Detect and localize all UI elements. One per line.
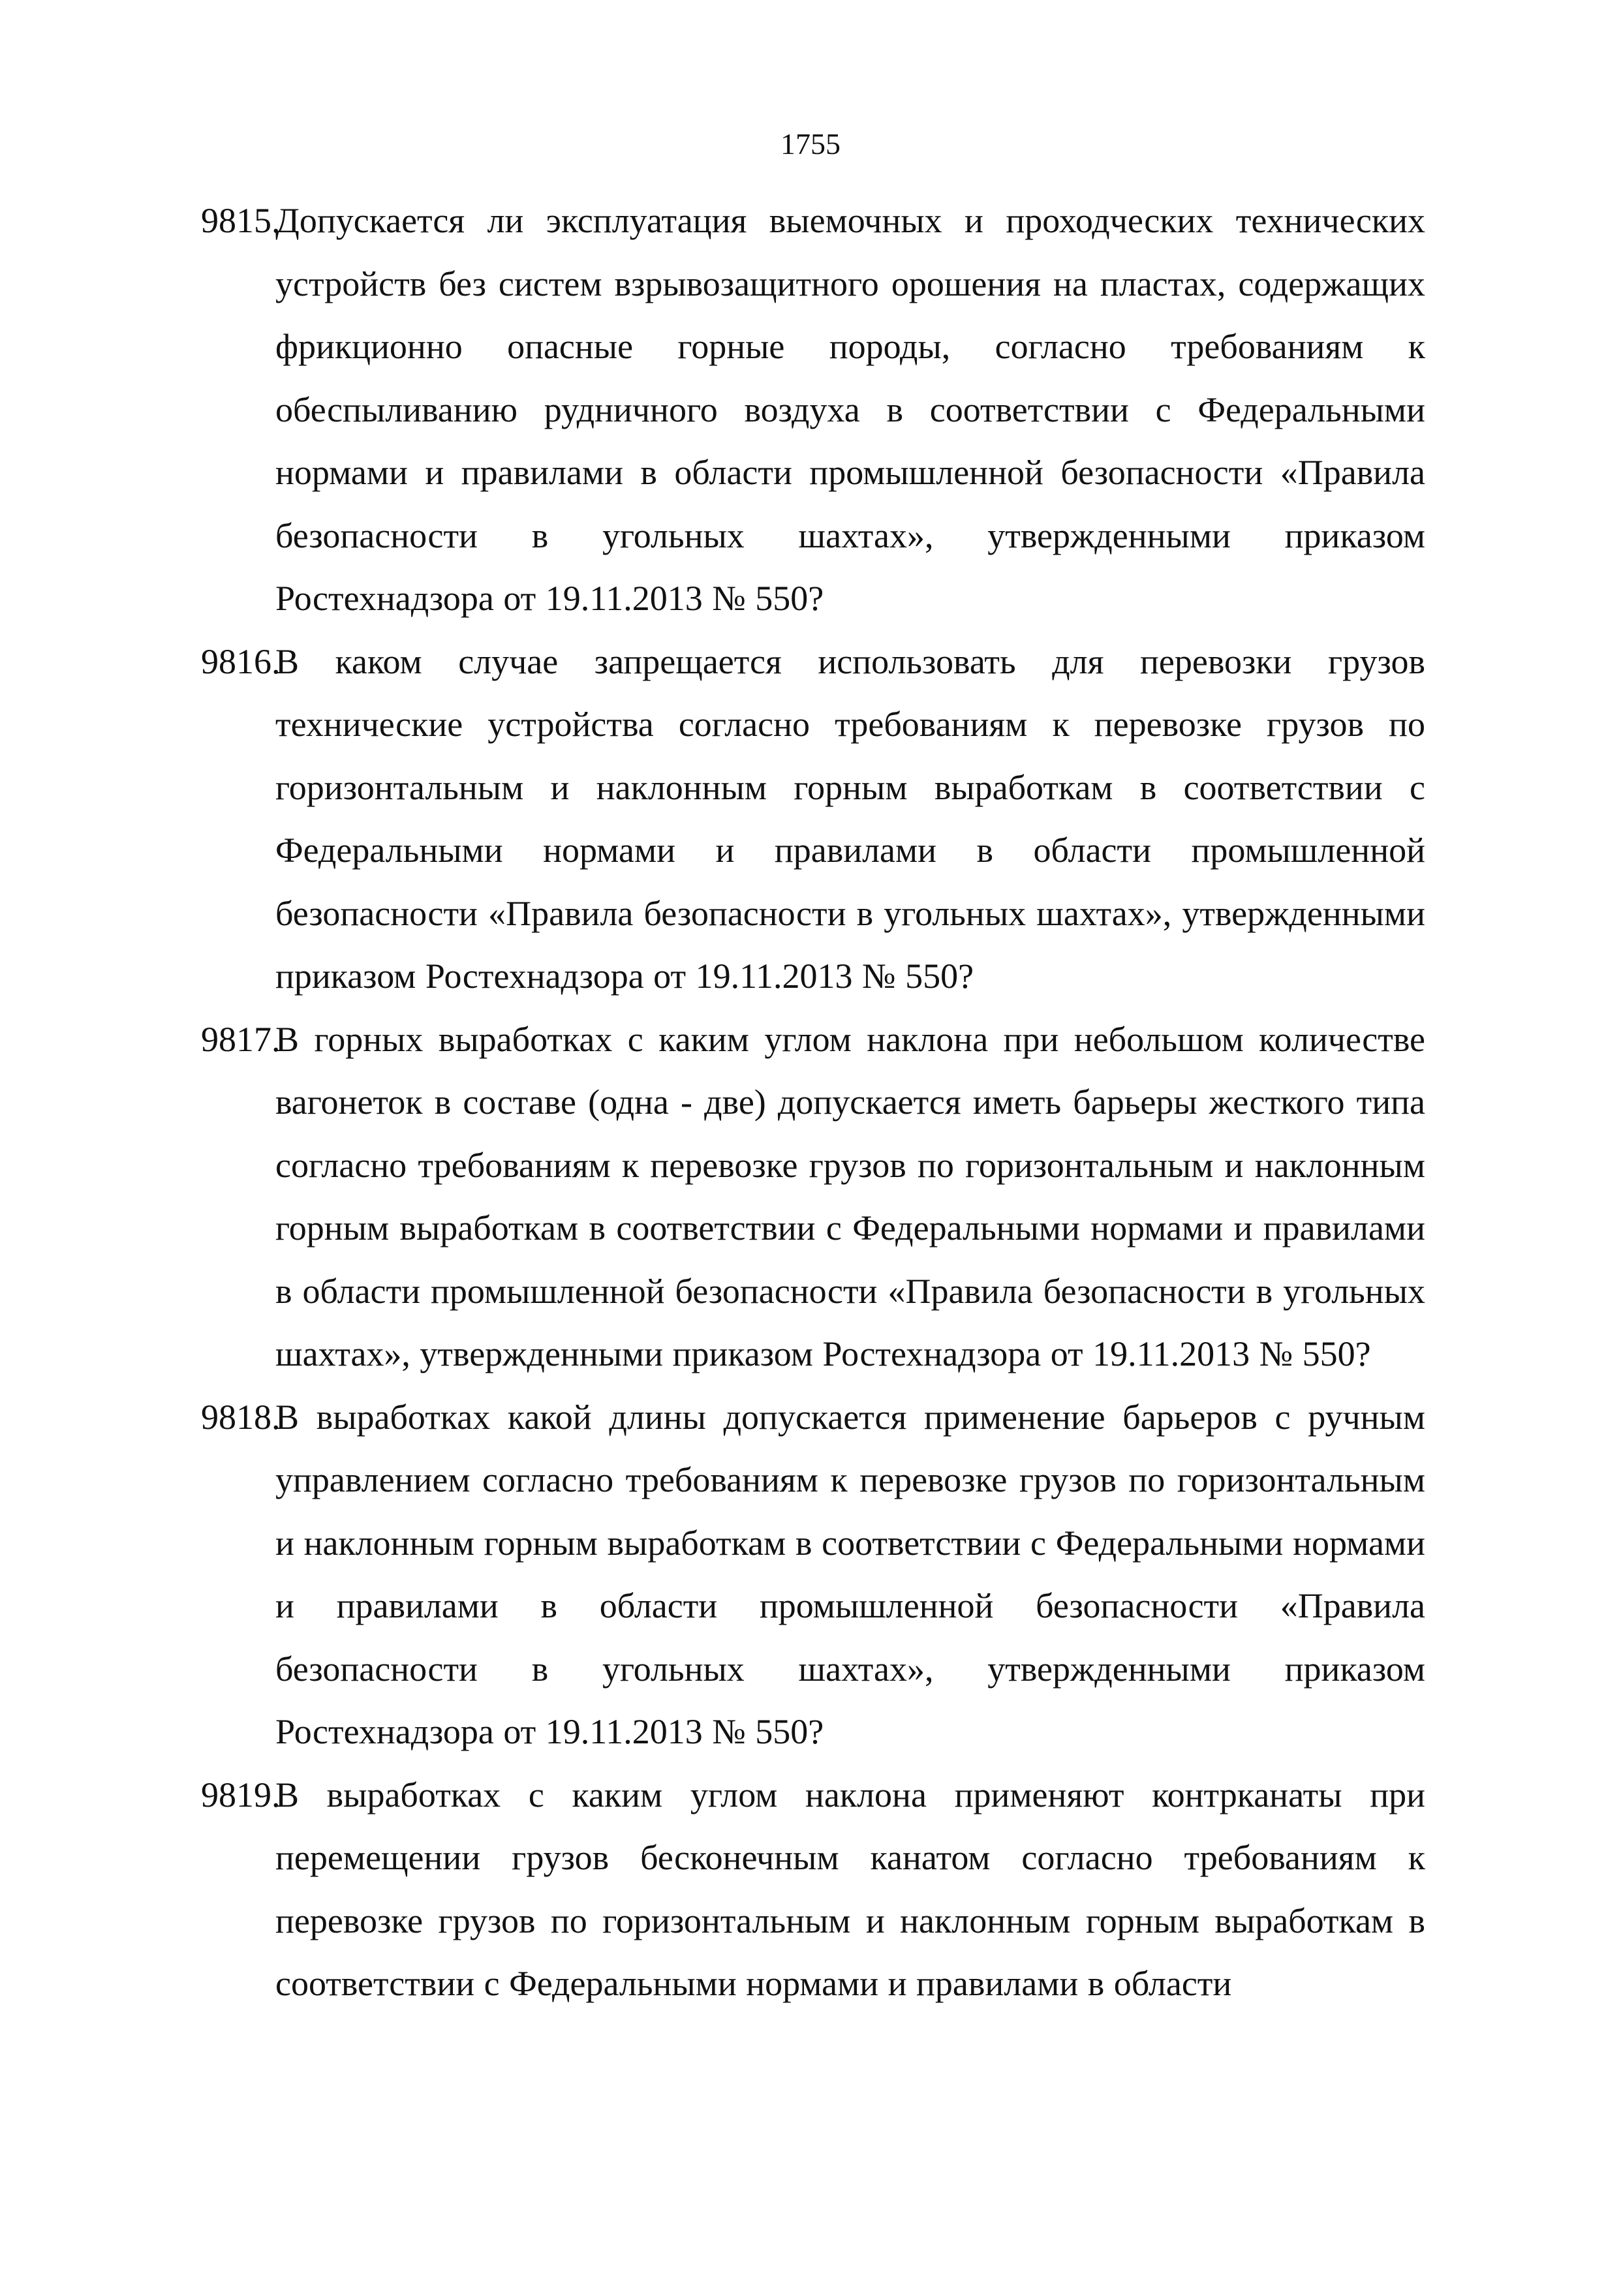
question-item <box>201 189 1425 630</box>
question-number: 9815 . <box>201 189 281 253</box>
question-text: Допускается ли эксплуатация выемочных и проходческих технических устройств без систем взрывозащитного орошения на пластах, содержащих фрикционно опасные горные породы, согласно требованиям к обеспыливанию рудничного воздуха в соответствии с Федеральными нормами и правилами в области промышленной безопасности «Правила безопасности в угольных шахтах», утвержденными приказом Ростехнадзора от 19.11.2013 № 550? <box>275 201 1425 618</box>
question-text: В каком случае запрещается использовать для перевозки грузов технические устройства согласно требованиям к перевозке грузов по горизонтальным и наклонным горным выработкам в соответствии с Федеральными нормами и правилами в области промышленной безопасности «Правила безопасности в угольных шахтах», утвержденными приказом Ростехнадзора от 19.11.2013 № 550? <box>275 641 1425 996</box>
question-item <box>201 1386 1425 1764</box>
page-number: 1755 <box>780 127 841 161</box>
question-text: В выработках какой длины допускается применение барьеров с ручным управлением согласно требованиям к перевозке грузов по горизонтальным и наклонным горным выработкам в соответствии с Федеральными нормами и правилами в области промышленной безопасности «Правила безопасности в угольных шахтах», утвержденными приказом Ростехнадзора от 19.11.2013 № 550? <box>275 1397 1425 1751</box>
question-text: В горных выработках с каким углом наклона при небольшом количестве вагонеток в составе (одна - две) допускается иметь барьеры жесткого типа согласно требованиям к перевозке грузов по горизонтальным и наклонным горным выработкам в соответствии с Федеральными нормами и правилами в области промышленной безопасности «Правила безопасности в угольных шахтах», утвержденными приказом Ростехнадзора от 19.11.2013 № 550? <box>275 1019 1425 1373</box>
question-number: 9817 . <box>201 1008 281 1071</box>
question-text: В выработках с каким углом наклона применяют контрканаты при перемещении грузов бесконечным канатом согласно требованиям к перевозке грузов по горизонтальным и наклонным горным выработкам в соответствии с Федеральными нормами и правилами в области <box>275 1775 1425 2003</box>
question-item <box>201 1764 1425 2015</box>
question-number: 9816 . <box>201 630 281 694</box>
question-list <box>201 189 1425 2015</box>
question-number: 9818 . <box>201 1386 281 1449</box>
question-number: 9819 . <box>201 1764 281 1827</box>
question-item <box>201 630 1425 1008</box>
question-item <box>201 1008 1425 1386</box>
